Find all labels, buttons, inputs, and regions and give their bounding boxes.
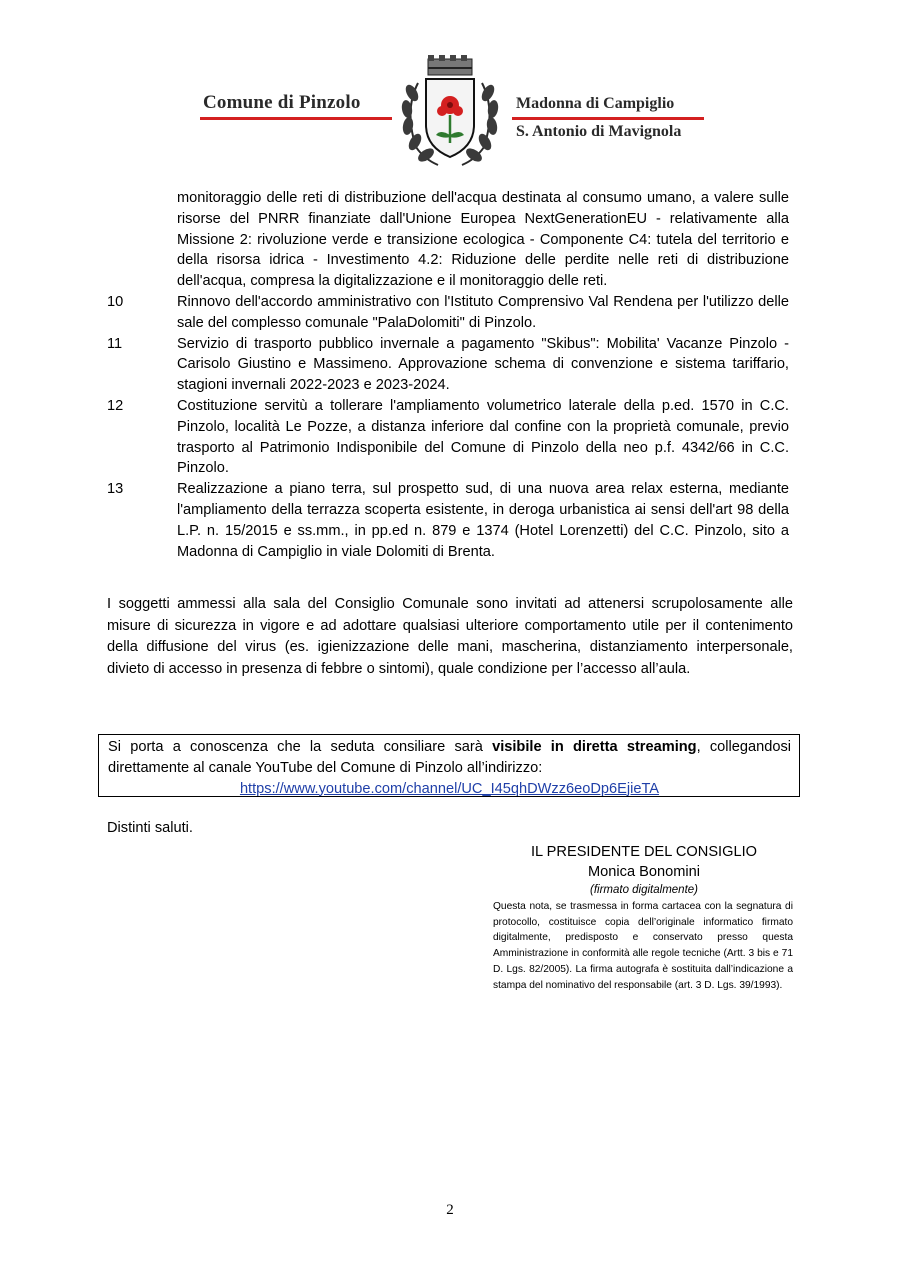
item-number: 13 [107,481,124,498]
digital-signature-note: (firmato digitalmente) [589,884,698,896]
item-number: 12 [107,397,124,414]
item-number [107,188,177,292]
municipal-crest-logo [398,55,502,170]
youtube-channel-link[interactable]: https://www.youtube.com/channel/UC_I45qhDWzz6eoDp6EjieTA [239,780,660,797]
signatory-name: Monica Bonomini [588,864,700,880]
crown-icon [428,55,472,75]
notice-text-after: , collegandosi direttamente al canale YouTube del Comune di Pinzolo all’indirizzo: [108,739,791,776]
streaming-notice-text [108,737,791,779]
signatory-role: IL PRESIDENTE DEL CONSIGLIO [531,844,757,860]
item-text: Rinnovo dell'accordo amministrativo con l'Istituto Comprensivo Val Rendena per l'utilizzo delle sale del complesso comunale "PalaDolomiti" di Pinzolo. [177,293,789,331]
notice-text-before: Si porta a conoscenza che la seduta consiliare sarà [108,739,493,755]
agenda-item-10 [107,292,789,334]
streaming-notice-box [98,734,800,797]
closing-salutation: Distinti saluti. [107,820,193,836]
notice-text-bold: visibile in diretta streaming [492,739,697,755]
agenda-items [107,188,789,562]
agenda-item-13 [107,479,789,562]
page-number: 2 [446,1202,454,1218]
agenda-item-continued [107,188,789,292]
safety-paragraph: I soggetti ammessi alla sala del Consiglio Comunale sono invitati ad attenersi scrupolosamente alle misure di sicurezza in vigore e ad adottare qualsiasi ulteriore comportamento utile per il contenimento della diffusione del virus (es. igienizzazione delle mani, mascherina, distanziamento interpersonale, divieto di accesso in presenza di febbre o sintomi), quale condizione per l’accesso all’aula. [107,596,793,677]
legal-disclaimer: Questa nota, se trasmessa in forma cartacea con la segnatura di protocollo, costituisce copia dell’originale informatico firmato digitalmente, predisposto e conservato presso questa Amministrazione in conformità alle regole tecniche (Artt. 3 bis e 71 D. Lgs. 82/2005). La firma autografa è sostituita dall’indicazione a stampa del nominativo del responsabile (art. 3 D. Lgs. 39/1993). [493,901,793,991]
item-text: monitoraggio delle reti di distribuzione dell'acqua destinata al consumo umano, a valere sulle risorse del PNRR finanziate dall'Unione Europea NextGenerationEU - relativamente alla Missione 2: rivoluzione verde e transizione ecologica - Componente C4: tutela del territorio e della risorsa idrica - Investimento 4.2: Riduzione delle perdite nelle reti di distribuzione dell'acqua, compresa la digitalizzazione e il monitoraggio delle reti. [177,190,789,290]
item-number: 10 [107,293,124,310]
header-red-rule-right [512,117,704,120]
municipality-title: Comune di Pinzolo [203,92,361,113]
agenda-item-12 [107,396,789,479]
locality-1: Madonna di Campiglio [516,95,675,112]
item-number: 11 [107,335,123,352]
signature-block [494,842,794,898]
item-text: Servizio di trasporto pubblico invernale a pagamento "Skibus": Mobilita' Vacanze Pinzolo - Carisolo Giustino e Massimeno. Approvazione schema di convenzione e sistema tariffario, stagioni invernali 2022-2023 e 2023-2024. [177,335,789,394]
letterhead [0,0,900,180]
agenda-item-11 [107,334,789,396]
item-text: Costituzione servitù a tollerare l'ampliamento volumetrico laterale della p.ed. 1570 in C.C. Pinzolo, località Le Pozze, a distanza inferiore dal confine con la proprietà comunale, previo trasporto al Patrimonio Indisponibile del Comune di Pinzolo della neo p.f. 4342/66 in C.C. Pinzolo. [177,397,789,477]
header-red-rule-left [200,117,392,120]
locality-2: S. Antonio di Mavignola [516,123,682,140]
item-text: Realizzazione a piano terra, sul prospetto sud, di una nuova area relax esterna, mediante l'ampliamento della terrazza scoperta esistente, in deroga urbanistica ai sensi dell'art 98 della L.P. n. 15/2015 e ss.mm., in pp.ed n. 879 e 1374 (Hotel Lorenzetti) del C.C. Pinzolo, sito a Madonna di Campiglio in viale Dolomiti di Brenta. [177,481,789,560]
